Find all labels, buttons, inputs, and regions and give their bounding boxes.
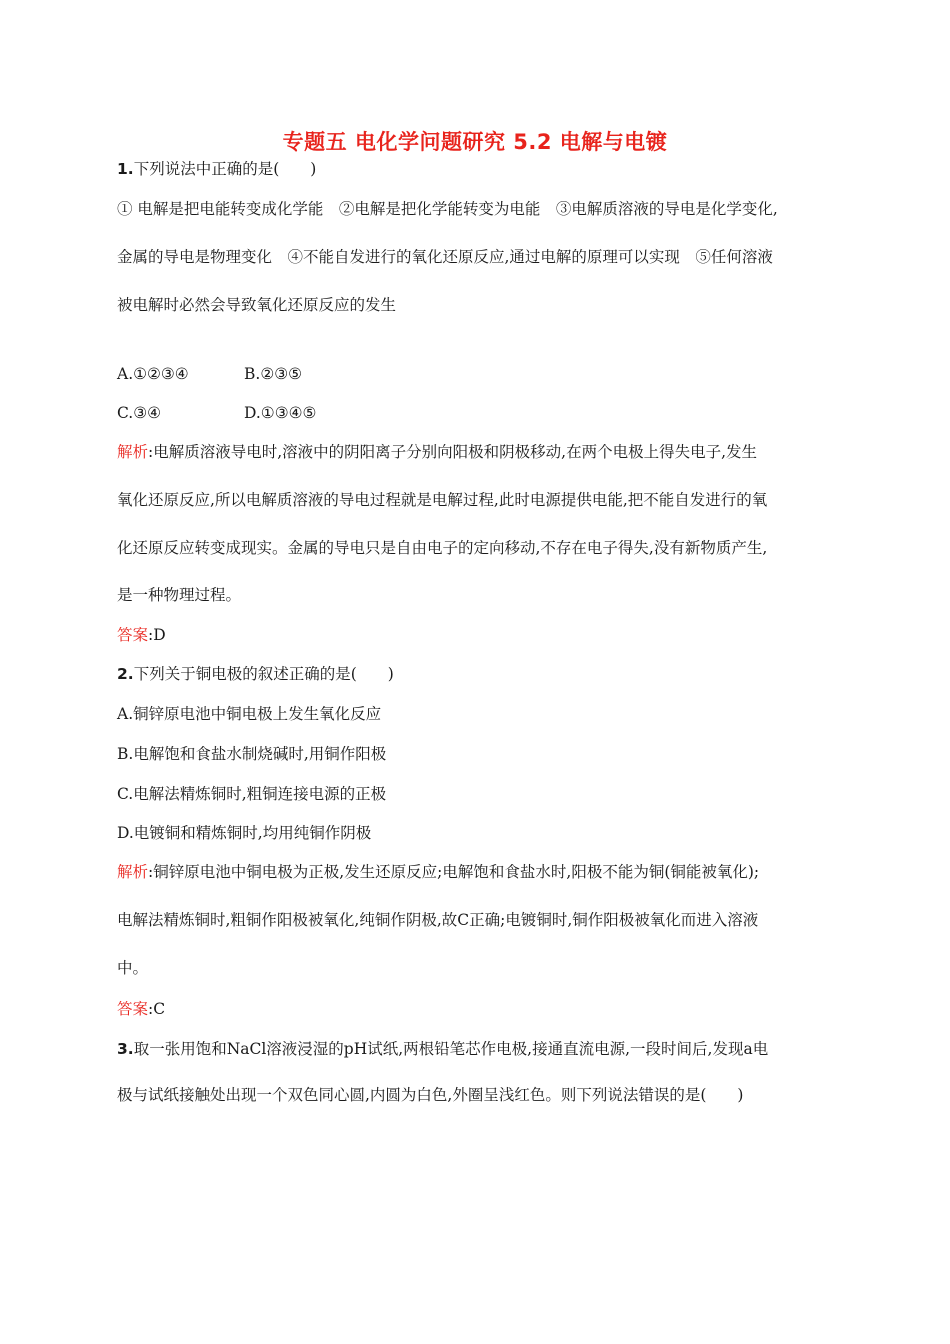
- question-1-number: 1.: [117, 160, 134, 178]
- question-1-answer: [117, 625, 166, 645]
- question-2-analysis-line: [117, 862, 759, 882]
- question-1-analysis-line: [117, 442, 757, 462]
- analysis-text: :电解质溶液导电时,溶液中的阴阳离子分别向阳极和阴极移动,在两个电极上得失电子,发生: [148, 443, 758, 461]
- document-title: 专题五 电化学问题研究 5.2 电解与电镀: [282, 130, 668, 154]
- question-3-stem-line: 极与试纸接触处出现一个双色同心圆,内圆为白色,外圈呈浅红色。则下列说法错误的是( ): [117, 1086, 744, 1104]
- question-2-stem: [117, 664, 394, 684]
- question-1-analysis-line: 氧化还原反应,所以电解质溶液的导电过程就是电解过程,此时电源提供电能,把不能自发进行的氧: [117, 491, 768, 509]
- question-1-option-b: B.②③⑤: [244, 365, 303, 383]
- question-1-stem-text: 下列说法中正确的是( ): [133, 160, 317, 178]
- analysis-text: :铜锌原电池中铜电极为正极,发生还原反应;电解饱和食盐水时,阳极不能为铜(铜能被氧化);: [148, 863, 760, 881]
- question-1-option-c: C.③④: [117, 404, 162, 422]
- answer-label: 答案: [117, 626, 149, 644]
- question-1-analysis-line: 是一种物理过程。: [117, 586, 242, 604]
- question-1-option-d: D.①③④⑤: [244, 404, 317, 422]
- analysis-label: 解析: [117, 863, 149, 881]
- answer-label: 答案: [117, 1000, 149, 1018]
- question-1-body-line: 金属的导电是物理变化 ④不能自发进行的氧化还原反应,通过电解的原理可以实现 ⑤任何溶液: [117, 248, 773, 266]
- question-3-stem-text: 取一张用饱和NaCl溶液浸湿的pH试纸,两根铅笔芯作电极,接通直流电源,一段时间后,发现a电: [133, 1040, 769, 1058]
- question-1-option-a: A.①②③④: [117, 365, 189, 383]
- question-2-analysis-line: 中。: [117, 959, 149, 977]
- question-2-answer: [117, 999, 165, 1019]
- question-2-option-b: B.电解饱和食盐水制烧碱时,用铜作阳极: [117, 745, 387, 763]
- question-2-option-c: C.电解法精炼铜时,粗铜连接电源的正极: [117, 785, 387, 803]
- question-2-analysis-line: 电解法精炼铜时,粗铜作阳极被氧化,纯铜作阴极,故C正确;电镀铜时,铜作阳极被氧化而进入溶液: [117, 911, 759, 929]
- question-2-number: 2.: [117, 665, 134, 683]
- question-3-number: 3.: [117, 1040, 134, 1058]
- question-3-stem: [117, 1039, 768, 1059]
- analysis-label: 解析: [117, 443, 149, 461]
- question-1-body-line: 被电解时必然会导致氧化还原反应的发生: [117, 296, 397, 314]
- question-2-option-a: A.铜锌原电池中铜电极上发生氧化反应: [117, 705, 382, 723]
- answer-text: :D: [148, 626, 166, 644]
- answer-text: :C: [148, 1000, 166, 1018]
- question-1-stem: [117, 159, 316, 179]
- question-2-stem-text: 下列关于铜电极的叙述正确的是( ): [133, 665, 394, 683]
- question-1-analysis-line: 化还原反应转变成现实。金属的导电只是自由电子的定向移动,不存在电子得失,没有新物质产生,: [117, 539, 768, 557]
- question-1-body-line: ① 电解是把电能转变成化学能 ②电解是把化学能转变为电能 ③电解质溶液的导电是化学变化,: [117, 200, 778, 218]
- question-2-option-d: D.电镀铜和精炼铜时,均用纯铜作阴极: [117, 824, 372, 842]
